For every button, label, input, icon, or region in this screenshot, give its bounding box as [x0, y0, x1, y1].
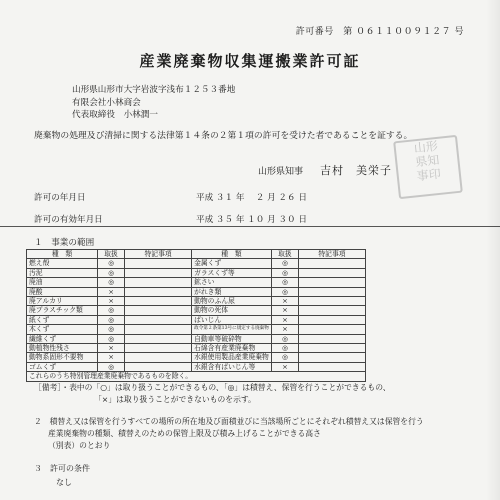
remark-line: ［備考］・表中の「○」は取り扱うことができるもの、「◎」は積替え、保管を行うことができるもの、 — [34, 383, 391, 392]
table-cell: 石綿含有産業廃棄物 — [192, 344, 272, 353]
company-name: 有限会社小林商会 — [72, 97, 141, 108]
table-cell — [298, 315, 365, 324]
signer — [258, 164, 392, 177]
permit-holder-address — [72, 84, 235, 122]
table-row — [27, 344, 366, 353]
column-header: 取扱 — [271, 250, 298, 259]
section-heading: ３ 許可の条件 — [34, 464, 90, 473]
table-cell — [298, 353, 365, 362]
table-cell — [125, 306, 192, 315]
table-row — [27, 362, 366, 371]
table-row — [27, 353, 366, 362]
date-value: 平成 ３５ 年 １０ 月 ３０ 日 — [196, 215, 307, 225]
section-2-line: ２ 積替え又は保管を行うすべての場所の所在地及び面積並びに当該場所ごとにそれぞれ積替え又は保管を行う — [34, 417, 424, 426]
section-2 — [34, 416, 484, 452]
column-header: 種 類 — [27, 250, 98, 259]
table-cell: 水銀使用製品産業廃棄物 — [192, 353, 272, 362]
table-cell: × — [98, 353, 125, 362]
table-cell: 木くず — [27, 325, 98, 334]
table-cell: 動物のふん尿 — [192, 297, 272, 306]
table-cell: ◎ — [271, 287, 298, 296]
table-cell: × — [98, 344, 125, 353]
table-cell: ◎ — [98, 315, 125, 324]
table-cell: ◎ — [98, 334, 125, 343]
table-cell: 廃プラスチック類 — [27, 306, 98, 315]
table-cell: 廃油 — [27, 278, 98, 287]
certification-text: 廃棄物の処理及び清掃に関する法律第１４条の２第１項の許可を受けた者であることを証する。 — [34, 131, 413, 141]
table-row — [27, 259, 366, 268]
table-cell: × — [271, 306, 298, 315]
column-header: 特記事項 — [298, 250, 365, 259]
table-cell: 動植物性残さ — [27, 344, 98, 353]
signer-title: 山形県知事 — [258, 167, 304, 177]
table-cell: 汚泥 — [27, 268, 98, 277]
table-cell: ◎ — [98, 306, 125, 315]
expiry-date-row — [34, 209, 307, 231]
column-header: 種 類 — [192, 250, 272, 259]
table-cell: ◎ — [271, 344, 298, 353]
table-row — [27, 325, 366, 334]
table-cell: がれき類 — [192, 287, 272, 296]
table-cell: 政令第２条第13号に規定する廃棄物 — [192, 325, 272, 334]
table-cell: 動物系固形不要物 — [27, 353, 98, 362]
address-line: 山形県山形市大字岩波字浅布１２５３番地 — [72, 85, 236, 95]
table-row — [27, 297, 366, 306]
column-header: 取扱 — [98, 250, 125, 259]
table-cell: ◎ — [98, 325, 125, 334]
table-cell: ◎ — [271, 334, 298, 343]
permit-number: 許可番号 第 ０６１１００９１２７ 号 — [295, 27, 464, 37]
table-cell: × — [98, 287, 125, 296]
table-cell — [298, 268, 365, 277]
table-footnote: これらのうち特別管理産業廃棄物であるものを除く。 — [27, 372, 366, 381]
table-cell — [125, 325, 192, 334]
seal-line: 事印 — [416, 166, 442, 184]
table-cell: 水銀含有ばいじん等 — [192, 362, 272, 371]
table-cell: 繊維くず — [27, 334, 98, 343]
remark-line: 「×」は取り扱うことができないものを示す。 — [94, 395, 256, 404]
table-cell: ◎ — [98, 278, 125, 287]
table-cell — [298, 259, 365, 268]
table-cell: ◎ — [271, 259, 298, 268]
table-cell — [125, 278, 192, 287]
section-heading: １ 事業の範囲 — [34, 238, 95, 248]
table-cell: 金属くず — [192, 259, 272, 268]
divider — [0, 226, 500, 227]
signer-name: 吉村 美栄子 — [320, 164, 392, 177]
representative: 代表取締役 小林潤一 — [72, 110, 158, 121]
table-cell: 自動車等破砕物 — [192, 334, 272, 343]
date-label: 許可の年月日 — [34, 193, 86, 203]
table-row — [27, 287, 366, 296]
table-cell: 燃え殻 — [27, 259, 98, 268]
table-cell: ◎ — [98, 259, 125, 268]
table-cell — [125, 297, 192, 306]
table-row — [27, 278, 366, 287]
section-3 — [34, 462, 90, 490]
table-cell: × — [271, 325, 298, 334]
table-cell: 鉱さい — [192, 278, 272, 287]
remarks — [34, 382, 391, 406]
table-row — [27, 306, 366, 315]
table-cell — [125, 268, 192, 277]
table-cell — [298, 287, 365, 296]
table-cell: ばいじん — [192, 315, 272, 324]
table-footnote-row — [27, 372, 366, 381]
table-cell — [125, 334, 192, 343]
table-cell — [125, 315, 192, 324]
table-cell: × — [271, 315, 298, 324]
table-cell — [298, 344, 365, 353]
table-header-row — [27, 250, 366, 259]
table-cell — [298, 297, 365, 306]
permit-dates — [34, 187, 307, 231]
seal-line: 県知 — [414, 152, 441, 170]
table-cell — [298, 278, 365, 287]
table-cell: ◎ — [98, 268, 125, 277]
permit-date-row — [34, 187, 307, 209]
document-title: 産業廃棄物収集運搬業許可証 — [139, 52, 361, 70]
table-cell — [125, 362, 192, 371]
table-cell: ガラスくず等 — [192, 268, 272, 277]
date-value: 平成 ３１ 年 ２ 月 ２６ 日 — [196, 193, 307, 203]
table-cell: ゴムくず — [27, 362, 98, 371]
table-cell: 紙くず — [27, 315, 98, 324]
table-cell — [298, 325, 365, 334]
table-cell: ◎ — [271, 278, 298, 287]
table-cell: ◎ — [271, 268, 298, 277]
table-cell — [298, 334, 365, 343]
business-scope-table — [26, 249, 366, 382]
table-cell: × — [271, 362, 298, 371]
table-cell: 動物の死体 — [192, 306, 272, 315]
date-label: 許可の有効年月日 — [34, 215, 103, 225]
table-cell: × — [271, 297, 298, 306]
scan-shadow — [486, 0, 500, 500]
table-cell: 廃アルカリ — [27, 297, 98, 306]
column-header: 特記事項 — [125, 250, 192, 259]
table-cell — [298, 306, 365, 315]
table-cell — [125, 353, 192, 362]
table-cell: ◎ — [98, 362, 125, 371]
table-row — [27, 268, 366, 277]
table-row — [27, 315, 366, 324]
section-2-line: 産業廃棄物の種類、積替えのための保管上限及び積み上げることができる高さ — [48, 429, 321, 438]
table-cell — [125, 344, 192, 353]
table-cell: × — [98, 297, 125, 306]
section-2-line: （別表）のとおり — [48, 441, 111, 450]
table-cell — [125, 287, 192, 296]
table-row — [27, 334, 366, 343]
table-cell: 廃酸 — [27, 287, 98, 296]
official-seal — [393, 135, 463, 199]
conditions-value: なし — [56, 478, 72, 487]
table-cell — [298, 362, 365, 371]
seal-line: 山形 — [413, 138, 439, 156]
table-cell: ◎ — [271, 353, 298, 362]
table-cell — [125, 259, 192, 268]
